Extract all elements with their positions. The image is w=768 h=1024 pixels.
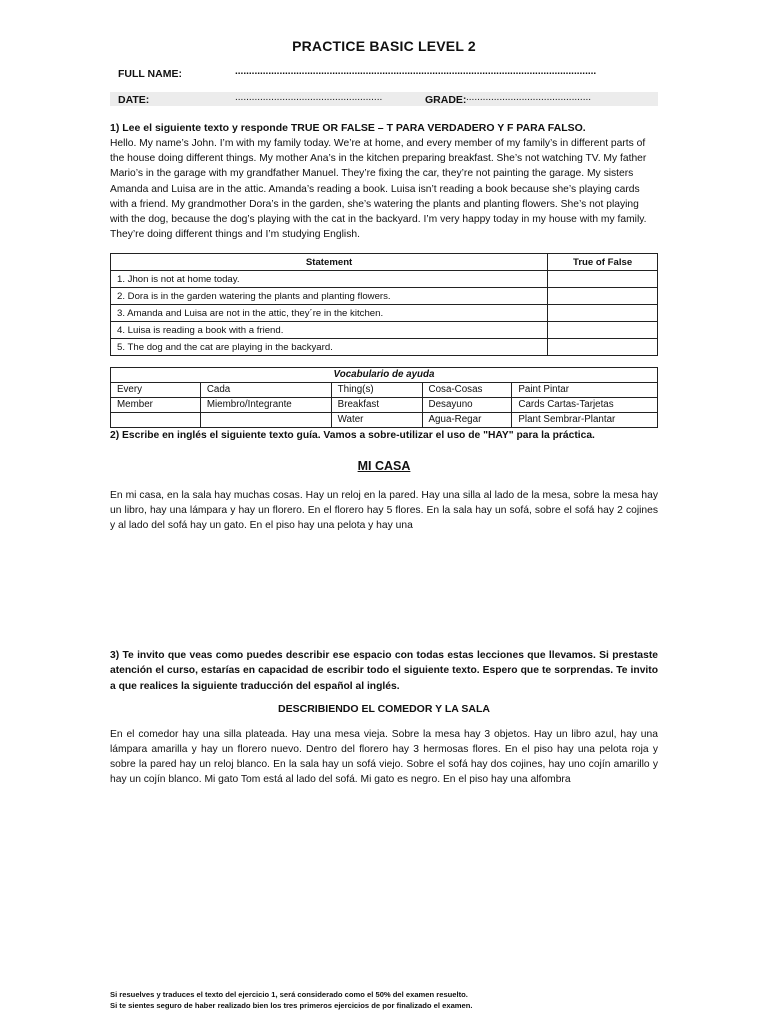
exercise3-intro: 3) Te invito que veas como puedes describir ese espacio con todas estas lecciones que llevamos. Si prestaste atención el curso, estarías en capacidad de escribir todo el siguiente texto. Espero que te sorprendas. Te invito a que realices la siguiente traducción del español al inglés. xyxy=(110,650,658,692)
date-line[interactable]: ..................................................... xyxy=(235,92,383,103)
grade-line[interactable]: ............................................. xyxy=(466,92,592,103)
vocab-cell: Every xyxy=(111,383,201,398)
vocab-cell xyxy=(200,413,331,428)
statement-header: Statement xyxy=(111,254,548,271)
vocab-cell xyxy=(111,413,201,428)
answer-cell[interactable] xyxy=(548,322,658,339)
vocab-cell: Thing(s) xyxy=(331,383,422,398)
table-row xyxy=(111,322,658,339)
exercise3-text: En el comedor hay una silla plateada. Hay una mesa vieja. Sobre la mesa hay 3 objetos. Hay un libro azul, hay una lámpara amarilla y hay un florero nuevo. Dentro del florero hay 3 hermosas flores. En el piso hay una pelota roja y sobre la pared hay un reloj blanco. En la sala hay un sofá viejo. Sobre el sofá hay dos cojines, hay uno cojín amarillo y hay un cojín blanco. Mi gato Tom está al lado del sofá. Mi gato es negro. En el piso hay una alfombra xyxy=(110,729,658,786)
vocabulary-table xyxy=(110,367,658,428)
exercise3-title: DESCRIBIENDO EL COMEDOR Y LA SALA xyxy=(278,703,490,715)
vocab-cell: Cosa-Cosas xyxy=(422,383,512,398)
table-row xyxy=(111,288,658,305)
table-row xyxy=(111,271,658,288)
vocab-cell: Water xyxy=(331,413,422,428)
vocab-cell: Desayuno xyxy=(422,398,512,413)
statement-cell: 4. Luisa is reading a book with a friend. xyxy=(111,322,548,339)
true-false-table xyxy=(110,253,658,356)
date-label: DATE: xyxy=(118,94,150,106)
vocab-cell: Cada xyxy=(200,383,331,398)
mi-casa-text: En mi casa, en la sala hay muchas cosas. Hay un reloj en la pared. Hay una silla al lado de la mesa, sobre la mesa hay un libro, hay una lámpara y hay un florero. En el florero hay 5 flores. En la sala hay un sofá, sobre el sofá hay 2 cojines y al lado del sofá hay un gato. En el piso hay una pelota y hay una xyxy=(110,490,658,531)
grade-label: GRADE: xyxy=(425,94,467,106)
mi-casa-title: MI CASA xyxy=(357,459,411,473)
true-false-header: True of False xyxy=(548,254,658,271)
exercise1-heading: 1) Lee el siguiente texto y responde TRUE OR FALSE – T PARA VERDADERO Y F PARA FALSO. xyxy=(110,122,586,134)
vocab-cell: Agua-Regar xyxy=(422,413,512,428)
answer-cell[interactable] xyxy=(548,305,658,322)
vocab-cell: Breakfast xyxy=(331,398,422,413)
answer-cell[interactable] xyxy=(548,288,658,305)
answer-cell[interactable] xyxy=(548,271,658,288)
vocab-cell: Paint Pintar xyxy=(512,383,658,398)
exercise2-heading: 2) Escribe en inglés el siguiente texto guía. Vamos a sobre-utilizar el uso de "HAY" para la práctica. xyxy=(110,430,595,441)
vocab-cell: Cards Cartas-Tarjetas xyxy=(512,398,658,413)
vocab-cell: Miembro/Integrante xyxy=(200,398,331,413)
vocabulary-row xyxy=(111,413,658,428)
statement-cell: 5. The dog and the cat are playing in the backyard. xyxy=(111,339,548,356)
exercise1-reading-text: Hello. My name’s John. I’m with my family today. We’re at home, and every member of my family’s in different parts of the house doing different things. My mother Ana’s in the kitchen preparing breakfast. She’s not watching TV. My father Mario’s in the garage with my grandfather Manuel. They’re fixing the car, they’re not painting the garage. My sisters Amanda and Luisa are in the attic. Amanda’s reading a book. Luisa isn’t reading a book because she’s playing cards with a friend. My grandmother Dora’s in the garden, she’s watering the plants and planting flowers. She’s not playing with the dog, because the dog’s playing with the cat in the backyard. I’m very happy today in my house with my family. They’re doing different things and I’m studying English. xyxy=(110,138,647,241)
full-name-label: FULL NAME: xyxy=(118,68,182,80)
footer-note-2: Si te sientes seguro de haber realizado bien los tres primeros ejercicios de por finalizado el examen. xyxy=(110,1001,473,1010)
page-title: PRACTICE BASIC LEVEL 2 xyxy=(292,38,476,54)
statement-cell: 3. Amanda and Luisa are not in the attic, they´re in the kitchen. xyxy=(111,305,548,322)
vocabulary-row xyxy=(111,383,658,398)
full-name-line[interactable]: .................................................................................................................................. xyxy=(235,66,597,77)
answer-cell[interactable] xyxy=(548,339,658,356)
footer-note-1: Si resuelves y traduces el texto del ejercicio 1, será considerado como el 50% del examen resuelto. xyxy=(110,990,468,999)
table-row xyxy=(111,305,658,322)
vocabulary-title: Vocabulario de ayuda xyxy=(111,368,658,383)
vocab-cell: Member xyxy=(111,398,201,413)
statement-cell: 2. Dora is in the garden watering the plants and planting flowers. xyxy=(111,288,548,305)
table-header-row xyxy=(111,254,658,271)
statement-cell: 1. Jhon is not at home today. xyxy=(111,271,548,288)
vocabulary-title-row xyxy=(111,368,658,383)
vocabulary-row xyxy=(111,398,658,413)
table-row xyxy=(111,339,658,356)
vocab-cell: Plant Sembrar-Plantar xyxy=(512,413,658,428)
